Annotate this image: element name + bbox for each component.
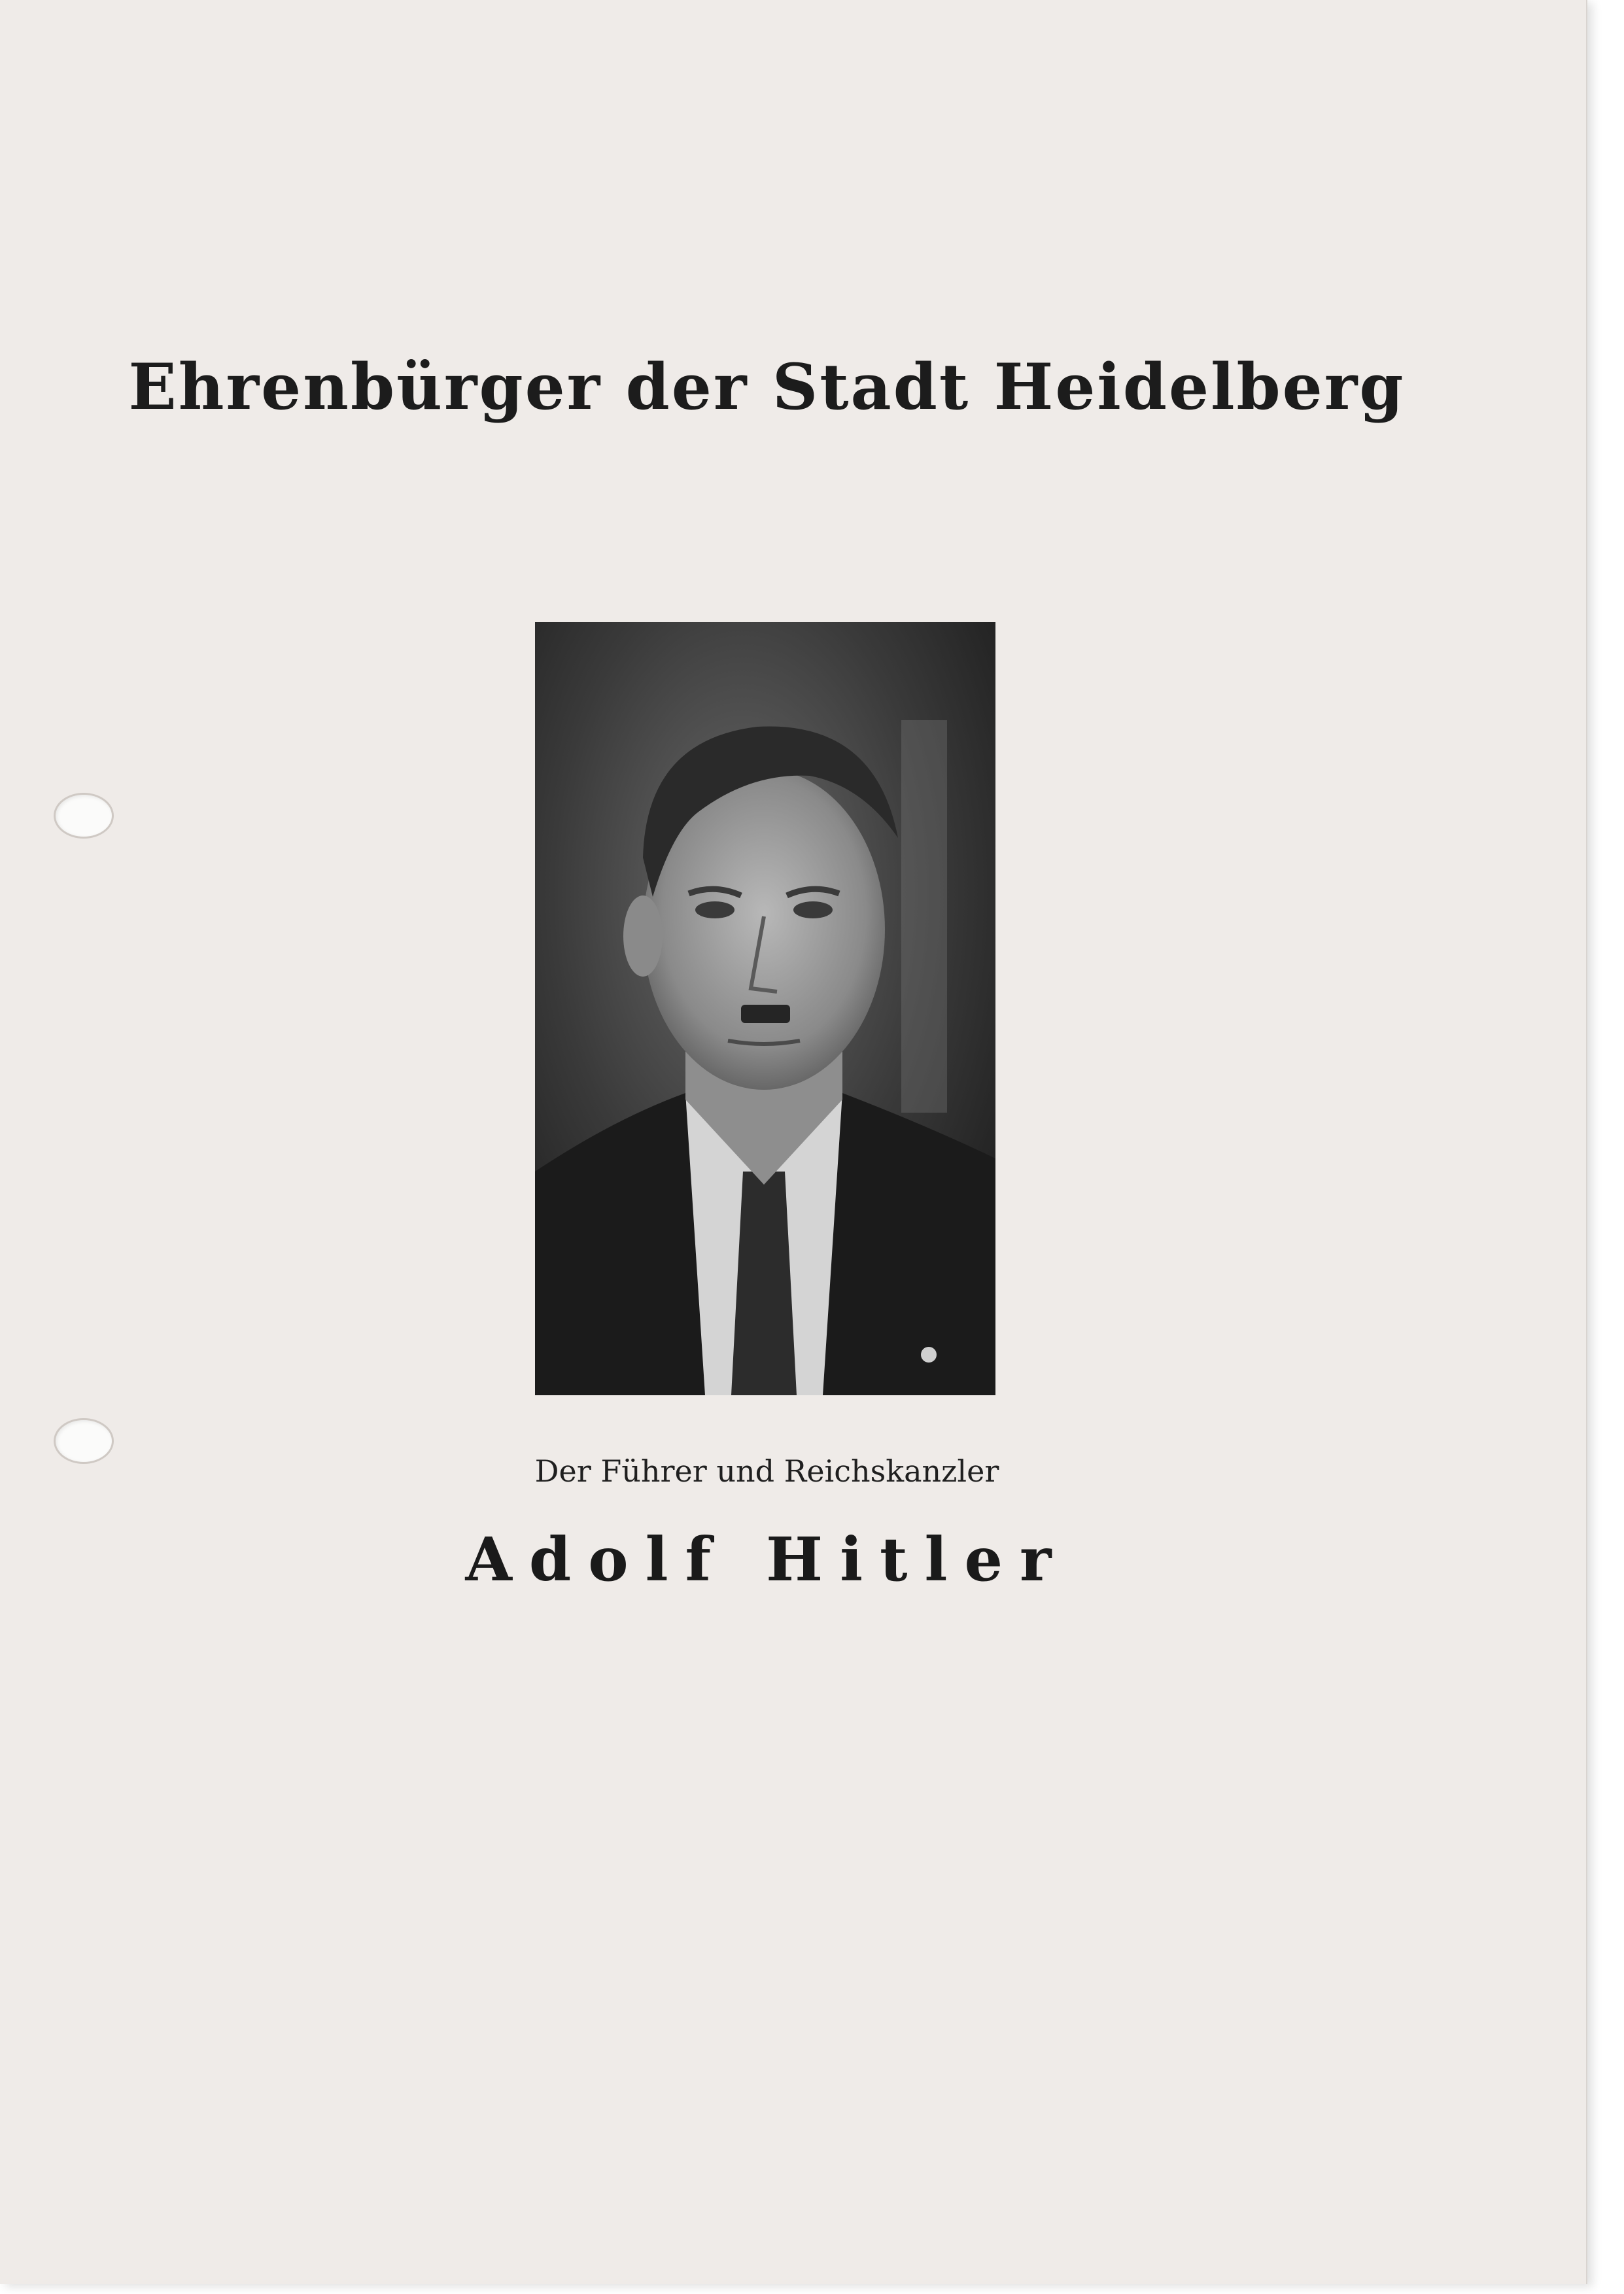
portrait-photo bbox=[535, 622, 995, 1395]
page-title: Ehrenbürger der Stadt Heidelberg bbox=[128, 350, 1406, 424]
caption-role: Der Führer und Reichskanzler bbox=[534, 1453, 999, 1489]
portrait-photo-icon bbox=[535, 622, 995, 1395]
punch-hole bbox=[54, 793, 114, 839]
caption-name: Adolf Hitler bbox=[465, 1524, 1069, 1595]
